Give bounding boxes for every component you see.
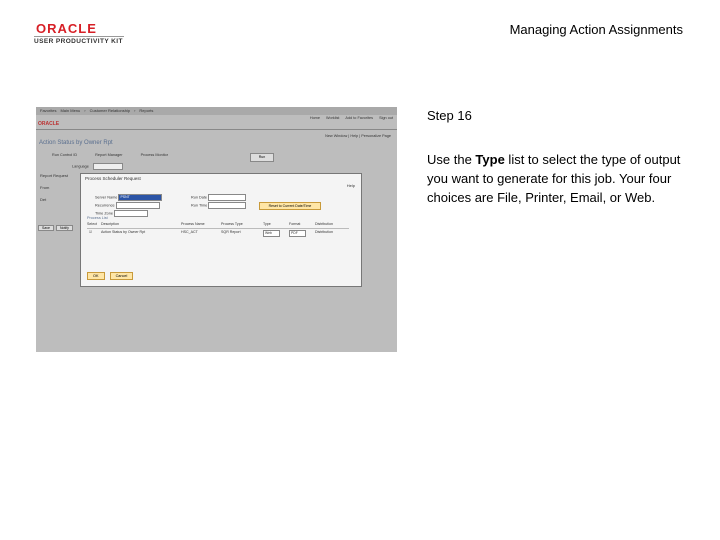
sub-navigation: Home Worklist Add to Favorites Sign out [309, 116, 393, 120]
language-row [72, 163, 123, 170]
col-select: Select [87, 222, 97, 226]
logo-rule [34, 36, 124, 37]
col-type: Type [263, 222, 271, 226]
run-time-row [191, 202, 246, 209]
server-name-label: Server Name [95, 195, 118, 200]
server-name-select[interactable]: PSNT [118, 194, 162, 201]
run-date-row [191, 194, 246, 201]
format-select-value[interactable]: PDF [289, 230, 306, 237]
new-window-links: New Window | Help | Personalize Page [325, 134, 391, 138]
process-list-header [87, 222, 349, 229]
peoplesoft-page [36, 107, 397, 352]
page-title: Managing Action Assignments [509, 22, 683, 37]
recurrence-select[interactable] [116, 202, 160, 209]
col-description: Description [101, 222, 119, 226]
run-date-input[interactable] [208, 194, 246, 201]
ok-button[interactable]: OK [87, 272, 105, 280]
instr-text-before: Use the [427, 152, 476, 167]
report-request-label: Report Request [40, 173, 69, 178]
oracle-upk-logo [34, 21, 124, 47]
col-format: Format [289, 222, 301, 226]
process-list-title: Process List [87, 216, 108, 220]
recurrence-row [95, 202, 160, 209]
row-process-name: HSC_ACT [181, 230, 198, 234]
col-process-type: Process Type [221, 222, 243, 226]
from-label: From [40, 185, 50, 190]
help-link[interactable]: Help [346, 183, 355, 188]
language-label: Language [72, 164, 89, 169]
cancel-button[interactable]: Cancel [110, 272, 134, 280]
page-buttons: Save Notify [38, 225, 75, 231]
process-list-row [87, 230, 349, 237]
type-select-value[interactable]: Web [263, 230, 280, 237]
instr-text-after: list to select the type of output you want to generate for this job. Your four choices are File, Printer, Email, or Web. [427, 152, 681, 205]
distribution-link[interactable]: Distribution [315, 230, 333, 234]
run-time-input[interactable] [208, 202, 246, 209]
step-label: Step 16 [427, 108, 472, 123]
select-checkbox[interactable]: ☑ [89, 230, 93, 234]
server-name-row [95, 194, 162, 201]
reset-datetime-button[interactable]: Reset to Current Date/Time [259, 202, 321, 210]
recurrence-label: Recurrence [95, 203, 115, 208]
dialog-buttons [87, 272, 137, 280]
time-zone-label: Time Zone [95, 211, 114, 216]
col-process-name: Process Name [181, 222, 205, 226]
step-instructions [427, 150, 692, 207]
logo-subtext: USER PRODUCTIVITY KIT [34, 38, 123, 45]
application-screenshot [36, 107, 397, 352]
header-divider [36, 129, 397, 130]
logo-oracle-text: ORACLE [36, 21, 97, 36]
col-distribution: Distribution [315, 222, 333, 226]
format-select[interactable] [289, 230, 306, 237]
time-zone-input[interactable] [114, 210, 148, 217]
instr-text-bold: Type [475, 152, 505, 167]
row-description: Action Status by Owner Rpt [101, 230, 146, 234]
app-brand: ORACLE [38, 121, 60, 127]
top-navigation: Favorites Main Menu › Customer Relationship › Reports [36, 107, 397, 115]
report-page-title: Action Status by Owner Rpt [39, 140, 113, 146]
details-label: Det [40, 197, 47, 202]
run-control-fields: Run Control ID Report Manager Process Monitor [52, 153, 168, 157]
process-scheduler-dialog [80, 173, 362, 287]
run-date-label: Run Date [191, 195, 208, 200]
dialog-title: Process Scheduler Request [85, 176, 141, 181]
run-button[interactable]: Run [250, 153, 274, 162]
row-process-type: SQR Report [221, 230, 241, 234]
language-select[interactable] [93, 163, 123, 170]
type-select[interactable] [263, 230, 280, 237]
run-time-label: Run Time [191, 203, 208, 208]
